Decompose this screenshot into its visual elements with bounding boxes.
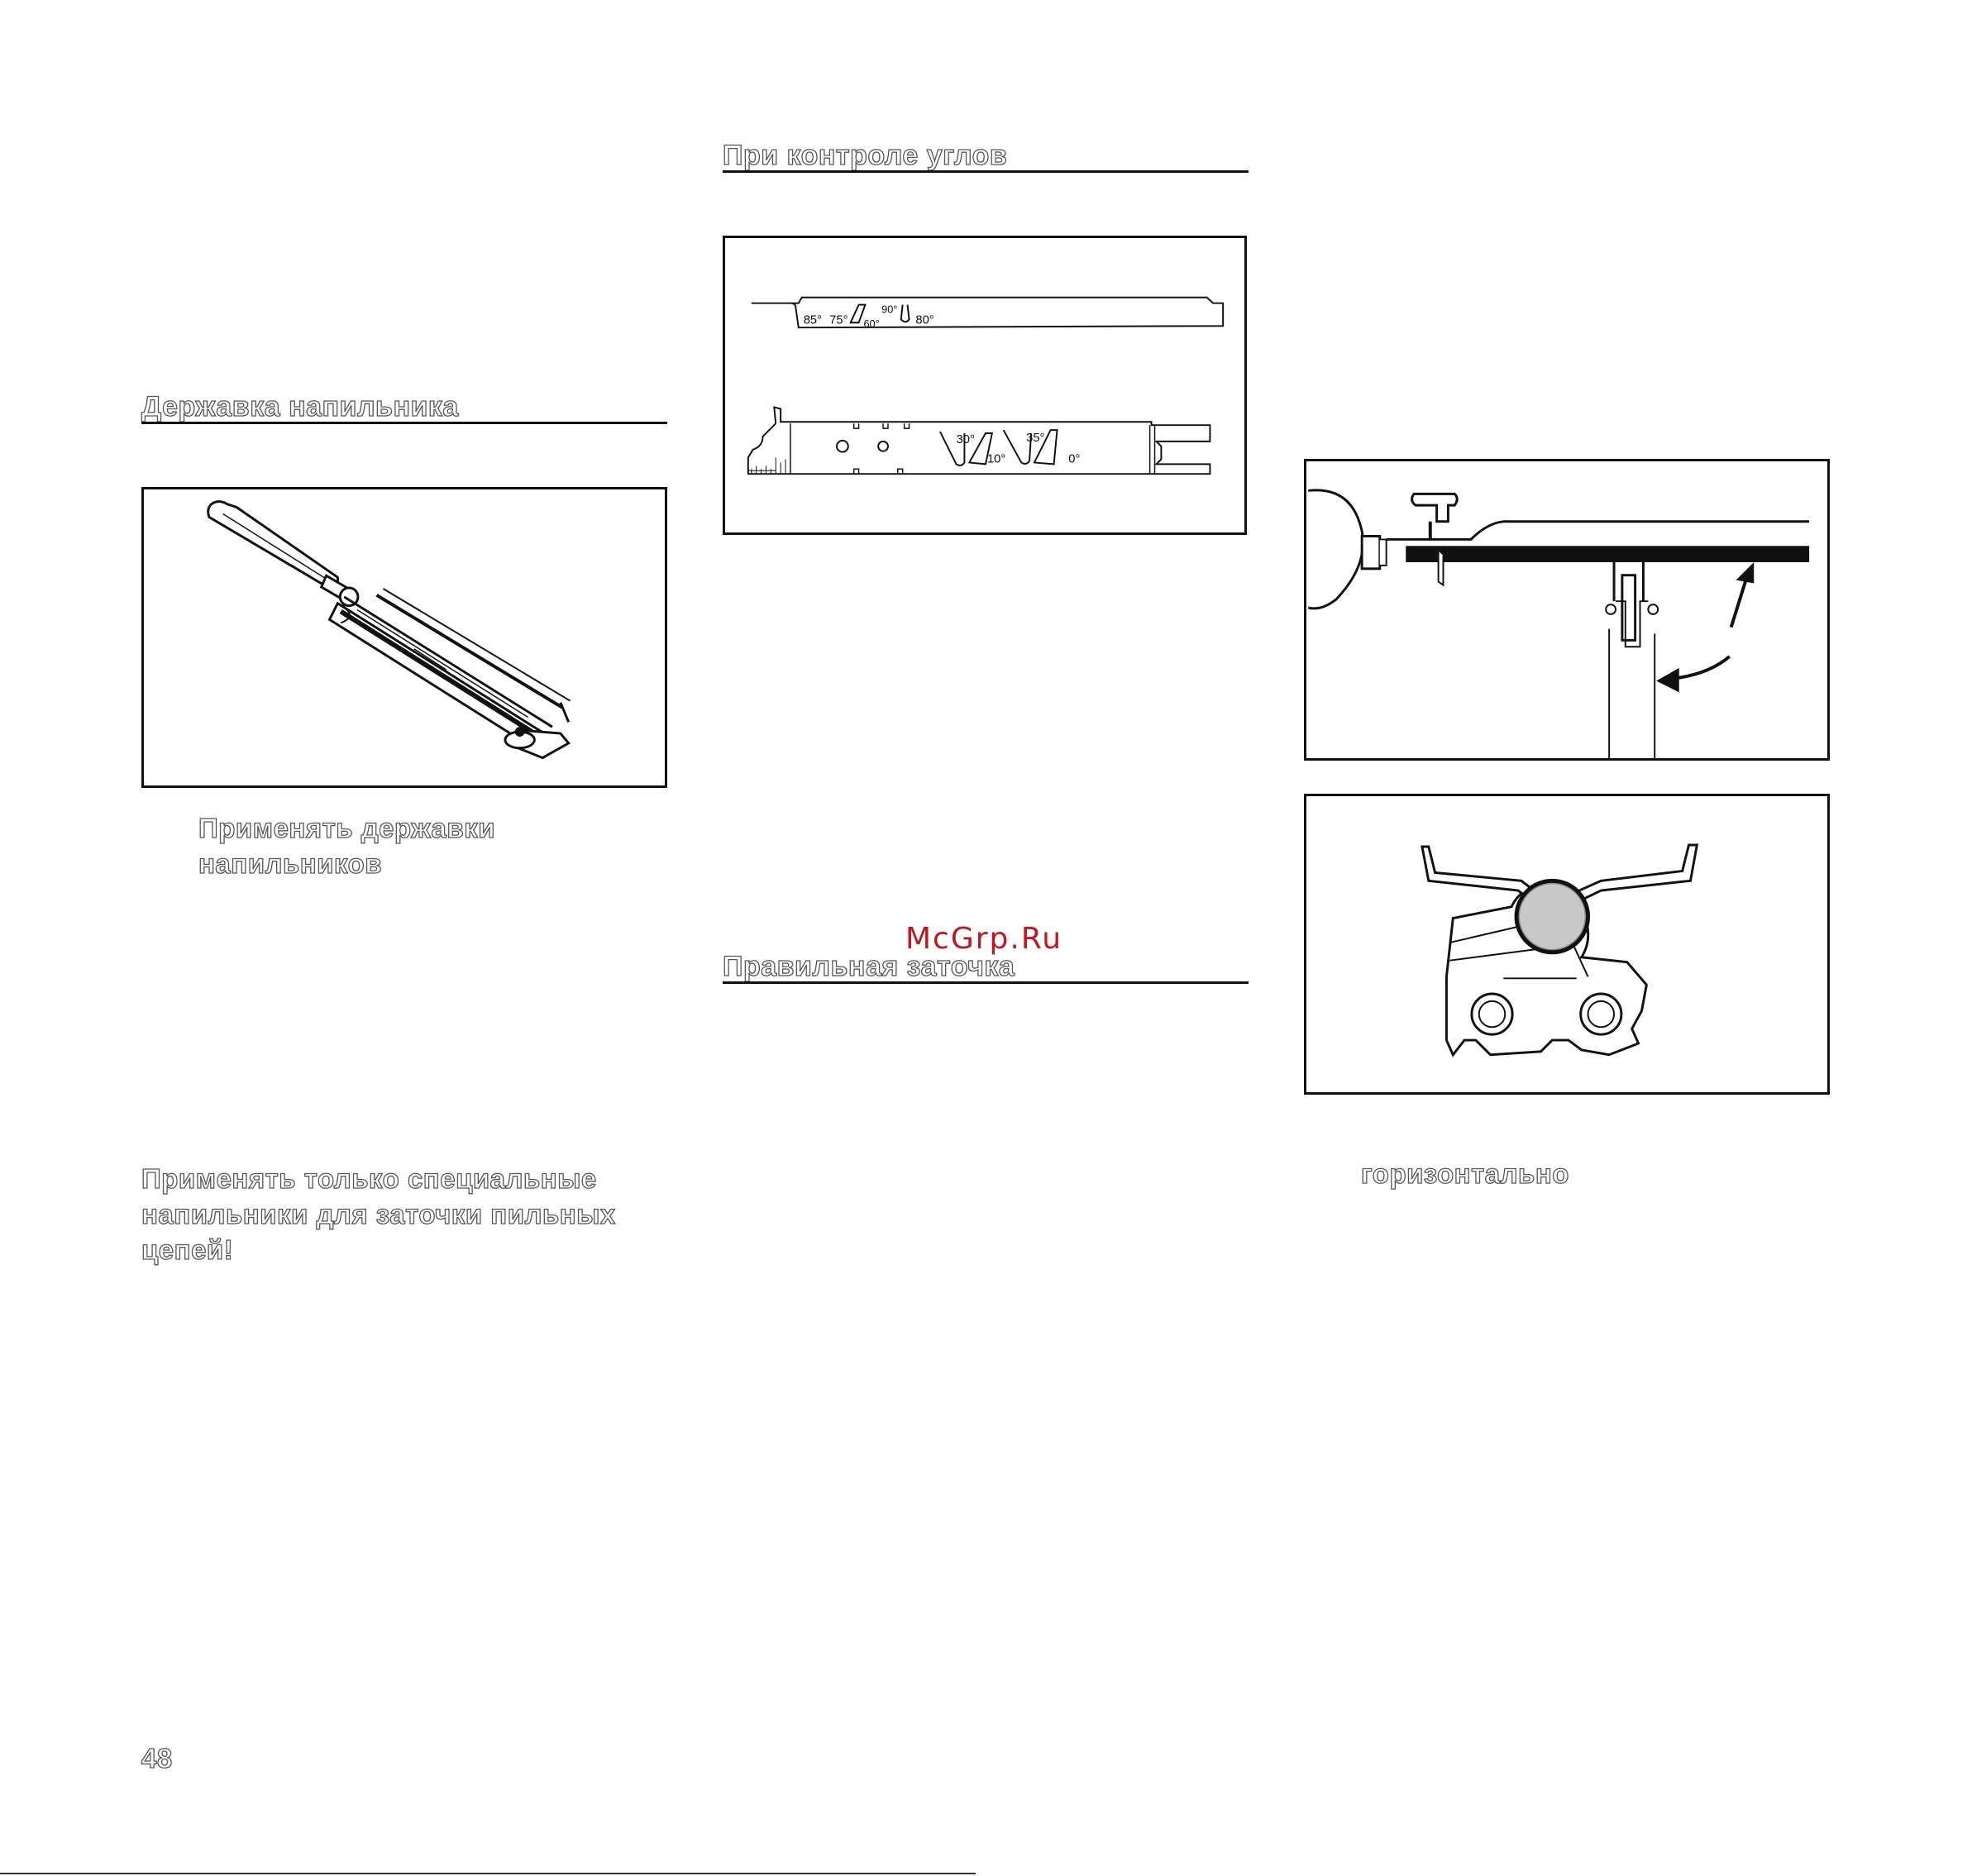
figure-file-on-chain: [1304, 459, 1830, 761]
gauge-label: 90°: [881, 303, 898, 316]
gauge-label: 60°: [863, 317, 880, 331]
caption-line: напильники для заточки пильных: [141, 1199, 616, 1229]
caption-horizontal: горизонтально: [1361, 1158, 1569, 1189]
bottom-rule: [0, 1873, 976, 1874]
caption-use-file-holders: [198, 810, 495, 881]
caption-line: Применять державки: [198, 813, 495, 843]
gauge-label: 0°: [1068, 452, 1081, 466]
page-number: 48: [141, 1743, 173, 1773]
gauge-label: 10°: [986, 452, 1006, 466]
gauge-label: 75°: [829, 313, 848, 327]
heading-rule-file-holder: [141, 422, 667, 424]
caption-line: Применять только специальные: [141, 1163, 597, 1194]
heading-file-holder: Державка напильника: [141, 391, 459, 422]
watermark-text: McGrp.Ru: [905, 922, 1063, 956]
caption-use-special-files: [141, 1161, 616, 1267]
figure-file-holder: [141, 487, 667, 788]
file-holder-illustration: [144, 489, 665, 785]
gauge-label: 85°: [803, 313, 823, 327]
gauge-label: 35°: [1026, 431, 1045, 445]
caption-line: цепей!: [141, 1234, 234, 1265]
heading-rule-correct-sharpening: [723, 981, 1249, 984]
heading-rule-angle-check: [723, 170, 1249, 173]
caption-line: напильников: [198, 848, 382, 879]
gauge-label: 80°: [915, 313, 934, 327]
gauge-label: 30°: [956, 432, 975, 446]
figure-file-position: [1304, 794, 1830, 1095]
gauge-bottom: [748, 408, 1210, 475]
gauge-top: [752, 298, 1223, 330]
heading-angle-check: При контроле углов: [723, 140, 1008, 171]
heading-correct-sharpening: Правильная заточка: [723, 951, 1015, 982]
figure-angle-gauge: [723, 236, 1247, 535]
